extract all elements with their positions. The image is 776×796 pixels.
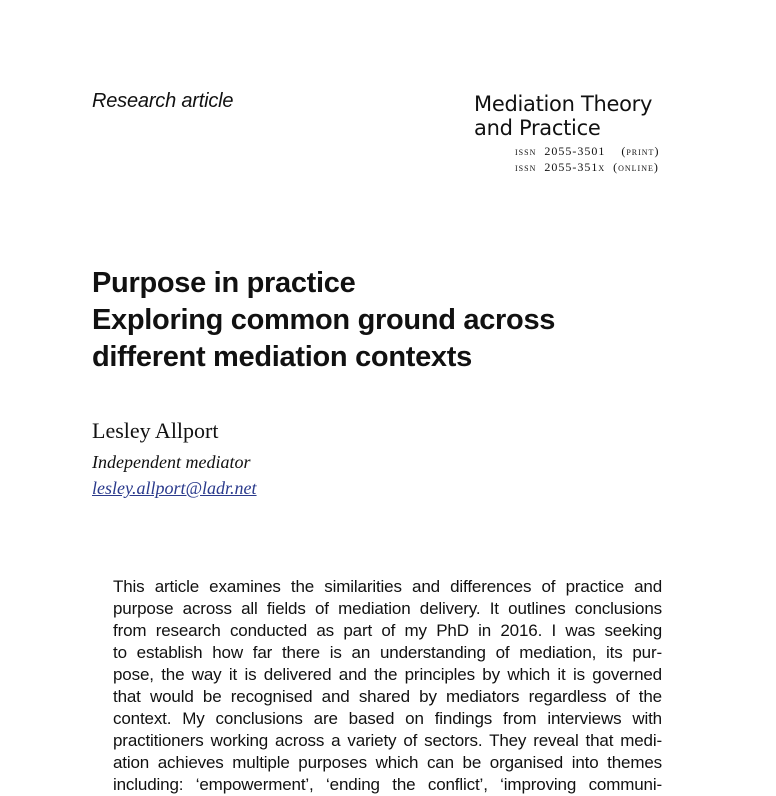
abstract-line: including: ‘empowerment’, ‘ending the conflict’, ‘improving communi- — [113, 775, 662, 794]
abstract-line: This article examines the similarities and differences of practice and — [113, 577, 662, 596]
abstract-line: ation achieves multiple purposes which can be organised into themes — [113, 753, 662, 772]
abstract-line: purpose across all fields of mediation delivery. It outlines conclusions — [113, 599, 662, 618]
article-heading — [92, 265, 692, 376]
issn-online: issn 2055-351x (online) — [515, 160, 659, 174]
article-type-label: Research article — [92, 90, 234, 112]
abstract-line: to establish how far there is an understanding of mediation, its pur- — [113, 643, 662, 662]
author-affiliation: Independent mediator — [92, 452, 251, 472]
article-subtitle: Exploring common ground across different mediation contexts — [92, 304, 556, 373]
author-email-link[interactable]: lesley.allport@ladr.net — [92, 478, 257, 498]
journal-title-line-1: Mediation Theory — [474, 92, 653, 116]
abstract-line: pose, the way it is delivered and the principles by which it is governed — [113, 665, 662, 684]
abstract-line: practitioners working across a variety of sectors. They reveal that medi- — [113, 731, 662, 750]
journal-title — [474, 92, 734, 140]
abstract-line: from research conducted as part of my PhD in 2016. I was seeking — [113, 621, 662, 640]
issn-print: issn 2055-3501 (print) — [515, 144, 660, 158]
journal-masthead — [474, 92, 734, 175]
abstract-line: that would be recognised and shared by mediators regardless of the — [113, 687, 662, 706]
abstract — [113, 576, 662, 796]
article-title: Purpose in practice — [92, 267, 356, 299]
journal-title-line-2: and Practice — [474, 116, 601, 140]
author-name: Lesley Allport — [92, 418, 219, 443]
abstract-line: context. My conclusions are based on findings from interviews with — [113, 709, 662, 728]
